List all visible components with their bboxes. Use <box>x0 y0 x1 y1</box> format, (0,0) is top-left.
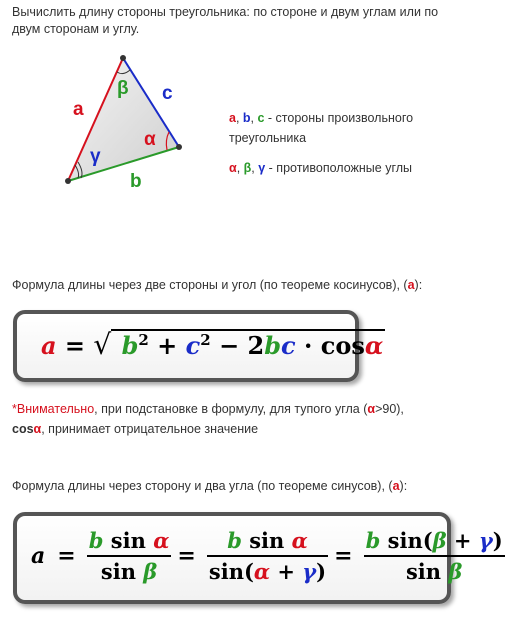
label-side-b: b <box>130 171 142 192</box>
triangle-diagram <box>55 52 205 202</box>
cos-b: b <box>121 331 139 360</box>
f3-num-close: ) <box>492 528 503 553</box>
sine-caption-text: Формула длины через сторону и два угла (по теореме синусов), ( <box>12 479 393 493</box>
legend-angles-text: - противоположные углы <box>265 161 413 175</box>
f3-den-sin: sin <box>405 559 442 584</box>
sin-frac2-denominator <box>207 557 328 584</box>
cos-dot: · <box>304 331 313 360</box>
cos-plus: + <box>157 331 178 360</box>
sine-formula <box>31 528 505 584</box>
cos-two: 2 <box>247 331 265 360</box>
note-gt: >90), <box>375 402 404 416</box>
sin-fraction-1 <box>87 528 172 584</box>
legend-symbol-c: c <box>257 111 265 125</box>
sin-frac1-denominator <box>87 557 172 584</box>
note-text1: , при подстановке в формулу, для тупого угла ( <box>94 402 368 416</box>
sin-eq-2: = <box>177 543 196 569</box>
cos-word: cos <box>320 331 365 360</box>
f2-den-plus: + <box>270 559 303 584</box>
f1-num-sin: sin <box>110 528 146 553</box>
note-attention: *Внимательно <box>12 402 95 416</box>
f2-den-sin: sin( <box>208 559 254 584</box>
f2-den-close: ) <box>316 559 327 584</box>
f3-num-gamma: γ <box>478 528 493 553</box>
cosine-formula <box>41 328 385 361</box>
sin-lhs-a: a <box>31 543 46 569</box>
label-side-a: a <box>73 99 84 120</box>
cos-eq: = <box>64 331 86 360</box>
note-cos-alpha: α <box>33 422 42 436</box>
legend-angles: α, β, γ - противоположные углы <box>229 161 413 175</box>
f2-num-b: b <box>227 528 242 553</box>
f3-num-sin: sin( <box>387 528 433 553</box>
sin-frac1-numerator <box>87 528 172 557</box>
vertex-left <box>65 178 71 184</box>
sin-eq-1: = <box>57 543 76 569</box>
label-angle-beta: β <box>117 78 129 99</box>
legend-symbol-a: a <box>229 111 236 125</box>
cos-c: c <box>185 331 201 360</box>
cos-alpha: α <box>364 331 384 360</box>
f2-den-alpha: α <box>253 559 271 584</box>
sin-frac3-denominator <box>364 557 505 584</box>
label-angle-alpha: α <box>144 129 156 150</box>
label-angle-gamma: γ <box>90 146 101 167</box>
sine-caption-var: a <box>392 479 400 493</box>
cosine-caption-text: Формула длины через две стороны и угол (по теореме косинусов), ( <box>12 278 408 292</box>
cos-lhs-a: a <box>41 331 57 360</box>
cos-c2: c <box>281 331 296 360</box>
f3-den-beta: β <box>448 559 463 584</box>
sin-frac3-numerator <box>364 528 505 557</box>
f1-num-b: b <box>88 528 104 553</box>
cos-b2: b <box>264 331 282 360</box>
legend-symbol-gamma: γ <box>258 161 266 175</box>
note-cos-word: cos <box>12 422 34 436</box>
obtuse-note <box>12 399 452 439</box>
sin-fraction-2 <box>207 528 328 584</box>
cos-b-sq: 2 <box>138 331 149 349</box>
f1-den-sin: sin <box>100 559 136 584</box>
sine-formula-box <box>13 512 503 604</box>
vertex-right <box>176 144 182 150</box>
sin-fraction-3 <box>364 528 505 584</box>
legend-symbol-b: b <box>242 111 251 125</box>
sin-eq-3: = <box>334 543 353 569</box>
legend-sides: a, b, c - стороны произвольного треугольника <box>229 111 414 145</box>
cosine-formula-box <box>13 310 384 382</box>
note-alpha: α <box>367 402 376 416</box>
f2-num-sin: sin <box>249 528 285 553</box>
f1-den-beta: β <box>143 559 158 584</box>
f1-num-alpha: α <box>153 528 170 553</box>
f2-num-alpha: α <box>291 528 308 553</box>
legend-symbol-alpha: α <box>229 161 237 175</box>
cosine-caption <box>12 278 422 292</box>
cosine-caption-var: a <box>407 278 415 292</box>
legend-symbol-beta: β <box>243 161 252 175</box>
sin-frac2-numerator <box>207 528 328 557</box>
cosine-caption-end: ): <box>414 278 423 292</box>
legend-sides-text: - стороны произвольного треугольника <box>229 111 414 145</box>
f3-num-beta: β <box>432 528 447 553</box>
sqrt-icon: √ <box>93 328 112 361</box>
intro-text: Вычислить длину стороны треугольника: по стороне и двум углам или по двум сторонам и углу. <box>12 5 439 36</box>
note-text2: , принимает отрицательное значение <box>41 422 259 436</box>
f2-den-gamma: γ <box>302 559 317 584</box>
cos-c-sq: 2 <box>200 331 211 349</box>
cos-minus: − <box>219 331 240 360</box>
vertex-top <box>120 55 126 61</box>
sine-caption <box>12 479 407 493</box>
f3-num-b: b <box>365 528 381 553</box>
sine-caption-end: ): <box>399 479 408 493</box>
label-side-c: c <box>162 83 173 104</box>
f3-num-plus: + <box>446 528 479 553</box>
